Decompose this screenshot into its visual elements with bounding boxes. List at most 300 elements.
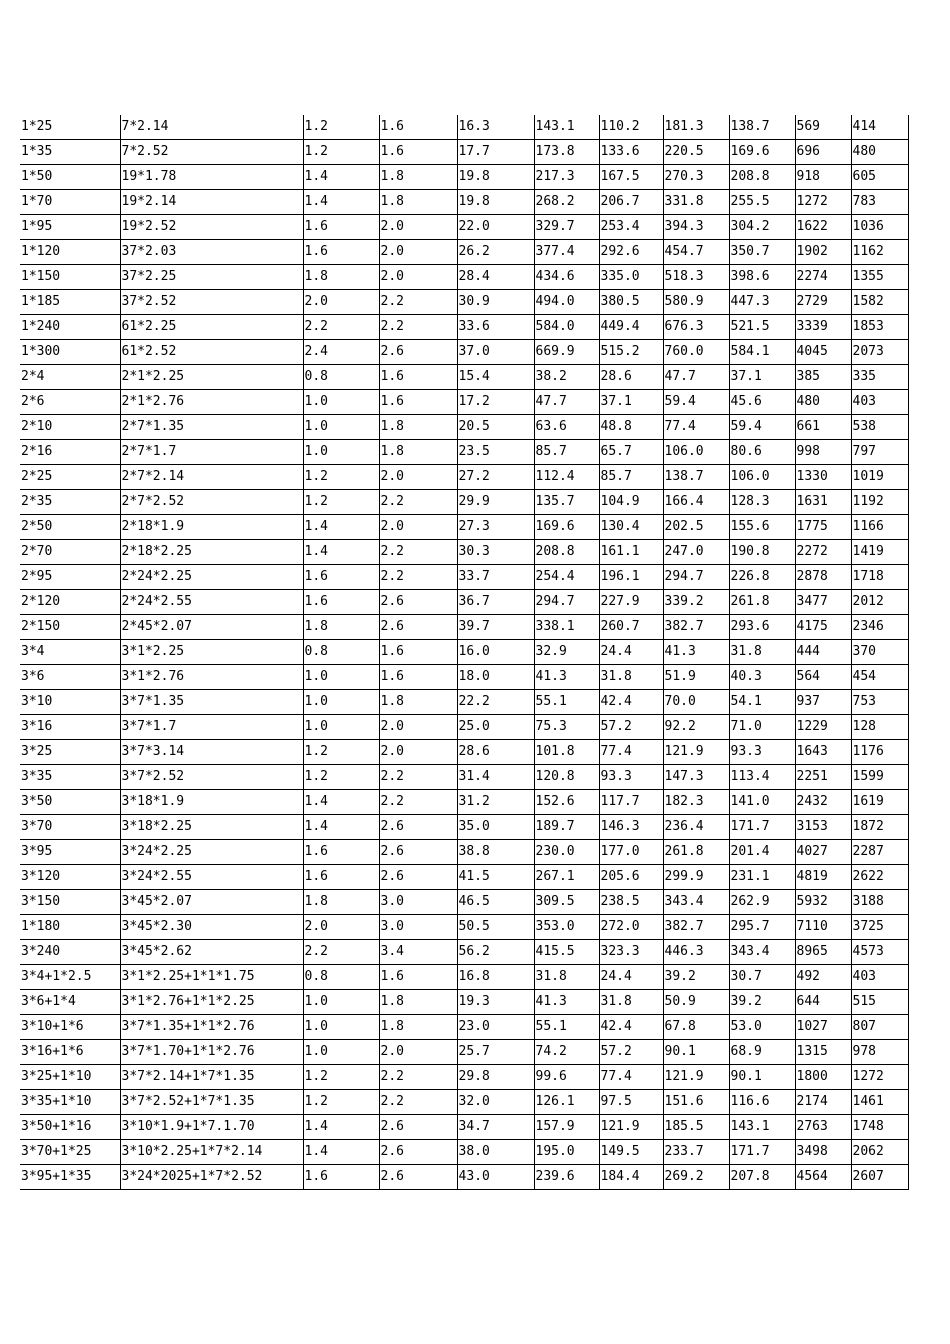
cell-insulation-thickness: 1.6 [303, 240, 379, 265]
cell-value-col-7: 48.8 [599, 415, 663, 440]
cell-sheath-thickness: 2.6 [379, 615, 457, 640]
cell-cable-spec: 2*6 [20, 390, 120, 415]
cell-value-col-9: 584.1 [729, 340, 795, 365]
cell-conductor-structure: 3*10*2.25+1*7*2.14 [120, 1140, 303, 1165]
cell-value-col-10: 3153 [795, 815, 851, 840]
cell-value-col-7: 292.6 [599, 240, 663, 265]
cell-value-col-8: 77.4 [663, 415, 729, 440]
cell-value-col-8: 59.4 [663, 390, 729, 415]
cell-value-col-6: 217.3 [534, 165, 599, 190]
cell-value-col-9: 138.7 [729, 115, 795, 140]
cell-value-col-6: 208.8 [534, 540, 599, 565]
cell-insulation-thickness: 1.0 [303, 415, 379, 440]
cell-conductor-structure: 3*1*2.76+1*1*2.25 [120, 990, 303, 1015]
cell-insulation-thickness: 1.6 [303, 590, 379, 615]
cell-conductor-structure: 3*45*2.07 [120, 890, 303, 915]
cell-insulation-thickness: 0.8 [303, 965, 379, 990]
cell-value-col-9: 293.6 [729, 615, 795, 640]
cell-value-col-11: 1166 [851, 515, 908, 540]
cell-sheath-thickness: 2.2 [379, 765, 457, 790]
cell-value-col-7: 380.5 [599, 290, 663, 315]
cell-sheath-thickness: 2.2 [379, 790, 457, 815]
cell-sheath-thickness: 2.6 [379, 1115, 457, 1140]
cell-outer-diameter: 31.2 [457, 790, 534, 815]
cell-outer-diameter: 16.3 [457, 115, 534, 140]
cell-value-col-7: 146.3 [599, 815, 663, 840]
cell-value-col-8: 41.3 [663, 640, 729, 665]
table-row [20, 790, 908, 815]
cell-value-col-6: 38.2 [534, 365, 599, 390]
cell-cable-spec: 3*50 [20, 790, 120, 815]
cell-value-col-8: 182.3 [663, 790, 729, 815]
cell-value-col-6: 85.7 [534, 440, 599, 465]
table-row [20, 190, 908, 215]
cell-insulation-thickness: 1.2 [303, 465, 379, 490]
cell-cable-spec: 3*35 [20, 765, 120, 790]
cell-sheath-thickness: 3.0 [379, 890, 457, 915]
cell-cable-spec: 1*35 [20, 140, 120, 165]
cell-value-col-8: 181.3 [663, 115, 729, 140]
cell-outer-diameter: 37.0 [457, 340, 534, 365]
cell-value-col-11: 2607 [851, 1165, 908, 1190]
cell-cable-spec: 1*120 [20, 240, 120, 265]
cell-outer-diameter: 17.2 [457, 390, 534, 415]
cell-value-col-10: 2174 [795, 1090, 851, 1115]
table-row [20, 740, 908, 765]
cell-value-col-8: 51.9 [663, 665, 729, 690]
cell-value-col-8: 90.1 [663, 1040, 729, 1065]
cell-sheath-thickness: 2.0 [379, 515, 457, 540]
cell-cable-spec: 3*6 [20, 665, 120, 690]
cell-conductor-structure: 61*2.25 [120, 315, 303, 340]
cell-conductor-structure: 19*2.14 [120, 190, 303, 215]
cell-cable-spec: 3*16 [20, 715, 120, 740]
cell-insulation-thickness: 1.0 [303, 990, 379, 1015]
cell-value-col-10: 2763 [795, 1115, 851, 1140]
table-row [20, 590, 908, 615]
cell-value-col-8: 185.5 [663, 1115, 729, 1140]
cell-value-col-11: 1853 [851, 315, 908, 340]
cell-value-col-7: 117.7 [599, 790, 663, 815]
cell-value-col-8: 220.5 [663, 140, 729, 165]
cell-value-col-10: 918 [795, 165, 851, 190]
cell-value-col-6: 230.0 [534, 840, 599, 865]
cell-value-col-10: 1643 [795, 740, 851, 765]
cell-value-col-9: 93.3 [729, 740, 795, 765]
cell-sheath-thickness: 1.8 [379, 415, 457, 440]
cell-conductor-structure: 2*18*1.9 [120, 515, 303, 540]
cell-value-col-11: 480 [851, 140, 908, 165]
cell-value-col-7: 515.2 [599, 340, 663, 365]
cell-sheath-thickness: 1.8 [379, 690, 457, 715]
cell-cable-spec: 3*50+1*16 [20, 1115, 120, 1140]
cell-cable-spec: 3*6+1*4 [20, 990, 120, 1015]
cell-value-col-7: 93.3 [599, 765, 663, 790]
cell-value-col-7: 227.9 [599, 590, 663, 615]
cell-cable-spec: 2*10 [20, 415, 120, 440]
table-row [20, 1040, 908, 1065]
cell-outer-diameter: 46.5 [457, 890, 534, 915]
cell-insulation-thickness: 1.4 [303, 540, 379, 565]
cell-value-col-9: 68.9 [729, 1040, 795, 1065]
cell-value-col-11: 1718 [851, 565, 908, 590]
cell-value-col-11: 1272 [851, 1065, 908, 1090]
cell-value-col-6: 41.3 [534, 990, 599, 1015]
cell-value-col-11: 1036 [851, 215, 908, 240]
cell-sheath-thickness: 2.2 [379, 565, 457, 590]
cell-value-col-9: 40.3 [729, 665, 795, 690]
cell-cable-spec: 1*70 [20, 190, 120, 215]
cell-sheath-thickness: 1.6 [379, 140, 457, 165]
cell-outer-diameter: 19.8 [457, 190, 534, 215]
cell-cable-spec: 1*240 [20, 315, 120, 340]
cell-value-col-11: 2073 [851, 340, 908, 365]
cell-value-col-10: 4564 [795, 1165, 851, 1190]
cell-value-col-11: 370 [851, 640, 908, 665]
cell-value-col-9: 30.7 [729, 965, 795, 990]
cell-outer-diameter: 16.0 [457, 640, 534, 665]
table-row [20, 690, 908, 715]
table-row [20, 465, 908, 490]
cell-cable-spec: 2*70 [20, 540, 120, 565]
table-body [20, 115, 908, 1190]
cell-value-col-10: 2878 [795, 565, 851, 590]
cell-outer-diameter: 56.2 [457, 940, 534, 965]
cell-value-col-9: 171.7 [729, 1140, 795, 1165]
cell-value-col-6: 434.6 [534, 265, 599, 290]
cell-value-col-6: 112.4 [534, 465, 599, 490]
cell-value-col-6: 494.0 [534, 290, 599, 315]
cell-sheath-thickness: 3.0 [379, 915, 457, 940]
cell-value-col-9: 141.0 [729, 790, 795, 815]
cell-cable-spec: 3*4 [20, 640, 120, 665]
cell-conductor-structure: 2*18*2.25 [120, 540, 303, 565]
cell-value-col-6: 55.1 [534, 1015, 599, 1040]
cell-value-col-6: 120.8 [534, 765, 599, 790]
cell-value-col-9: 207.8 [729, 1165, 795, 1190]
cell-value-col-8: 39.2 [663, 965, 729, 990]
cell-cable-spec: 2*25 [20, 465, 120, 490]
cell-value-col-7: 238.5 [599, 890, 663, 915]
cell-value-col-8: 151.6 [663, 1090, 729, 1115]
cell-conductor-structure: 3*7*1.70+1*1*2.76 [120, 1040, 303, 1065]
table-row [20, 140, 908, 165]
cell-sheath-thickness: 2.0 [379, 215, 457, 240]
cell-value-col-11: 2287 [851, 840, 908, 865]
cell-value-col-9: 71.0 [729, 715, 795, 740]
cell-value-col-8: 269.2 [663, 1165, 729, 1190]
cell-value-col-7: 57.2 [599, 715, 663, 740]
cell-value-col-6: 55.1 [534, 690, 599, 715]
cell-outer-diameter: 20.5 [457, 415, 534, 440]
cell-cable-spec: 2*150 [20, 615, 120, 640]
cell-conductor-structure: 3*7*1.7 [120, 715, 303, 740]
cell-sheath-thickness: 2.6 [379, 1165, 457, 1190]
cell-value-col-9: 155.6 [729, 515, 795, 540]
table-row [20, 815, 908, 840]
cell-insulation-thickness: 1.2 [303, 765, 379, 790]
cell-cable-spec: 3*4+1*2.5 [20, 965, 120, 990]
cell-outer-diameter: 27.2 [457, 465, 534, 490]
cell-insulation-thickness: 1.6 [303, 865, 379, 890]
cell-outer-diameter: 43.0 [457, 1165, 534, 1190]
cell-value-col-8: 147.3 [663, 765, 729, 790]
cell-value-col-8: 676.3 [663, 315, 729, 340]
cell-value-col-6: 157.9 [534, 1115, 599, 1140]
cell-value-col-11: 1582 [851, 290, 908, 315]
cell-value-col-7: 177.0 [599, 840, 663, 865]
cell-value-col-11: 4573 [851, 940, 908, 965]
table-row [20, 1065, 908, 1090]
cell-conductor-structure: 2*7*1.35 [120, 415, 303, 440]
cell-conductor-structure: 2*1*2.25 [120, 365, 303, 390]
table-row [20, 665, 908, 690]
cell-sheath-thickness: 2.0 [379, 715, 457, 740]
cell-value-col-8: 339.2 [663, 590, 729, 615]
cell-value-col-9: 169.6 [729, 140, 795, 165]
cell-value-col-7: 206.7 [599, 190, 663, 215]
cell-cable-spec: 3*120 [20, 865, 120, 890]
cell-cable-spec: 1*150 [20, 265, 120, 290]
table-row [20, 265, 908, 290]
table-row [20, 365, 908, 390]
table-row [20, 715, 908, 740]
cell-outer-diameter: 36.7 [457, 590, 534, 615]
cell-value-col-6: 41.3 [534, 665, 599, 690]
cell-value-col-9: 295.7 [729, 915, 795, 940]
cell-value-col-6: 239.6 [534, 1165, 599, 1190]
cell-insulation-thickness: 1.4 [303, 1115, 379, 1140]
cell-value-col-11: 797 [851, 440, 908, 465]
cell-value-col-8: 166.4 [663, 490, 729, 515]
cell-cable-spec: 1*95 [20, 215, 120, 240]
cell-conductor-structure: 3*45*2.62 [120, 940, 303, 965]
cell-conductor-structure: 3*18*2.25 [120, 815, 303, 840]
cell-outer-diameter: 39.7 [457, 615, 534, 640]
cell-cable-spec: 3*95+1*35 [20, 1165, 120, 1190]
cell-value-col-6: 75.3 [534, 715, 599, 740]
cell-value-col-10: 564 [795, 665, 851, 690]
cell-value-col-10: 1272 [795, 190, 851, 215]
cell-insulation-thickness: 1.0 [303, 715, 379, 740]
table-row [20, 840, 908, 865]
cell-insulation-thickness: 1.8 [303, 890, 379, 915]
cell-value-col-8: 580.9 [663, 290, 729, 315]
cell-conductor-structure: 3*18*1.9 [120, 790, 303, 815]
cell-value-col-7: 272.0 [599, 915, 663, 940]
cell-value-col-11: 403 [851, 965, 908, 990]
cell-value-col-10: 661 [795, 415, 851, 440]
cell-conductor-structure: 3*24*2.25 [120, 840, 303, 865]
cell-value-col-7: 42.4 [599, 690, 663, 715]
cell-value-col-9: 231.1 [729, 865, 795, 890]
cell-value-col-9: 171.7 [729, 815, 795, 840]
cell-value-col-11: 807 [851, 1015, 908, 1040]
table-row [20, 290, 908, 315]
cell-value-col-7: 184.4 [599, 1165, 663, 1190]
cell-insulation-thickness: 1.2 [303, 490, 379, 515]
table-row [20, 1165, 908, 1190]
table-row [20, 615, 908, 640]
cell-value-col-6: 415.5 [534, 940, 599, 965]
cell-value-col-7: 42.4 [599, 1015, 663, 1040]
cell-value-col-7: 65.7 [599, 440, 663, 465]
cell-value-col-7: 167.5 [599, 165, 663, 190]
cell-value-col-8: 121.9 [663, 740, 729, 765]
cell-value-col-7: 130.4 [599, 515, 663, 540]
cell-value-col-8: 294.7 [663, 565, 729, 590]
cell-outer-diameter: 22.0 [457, 215, 534, 240]
cell-insulation-thickness: 1.2 [303, 740, 379, 765]
cell-cable-spec: 3*35+1*10 [20, 1090, 120, 1115]
cell-value-col-11: 1019 [851, 465, 908, 490]
cell-conductor-structure: 2*7*1.7 [120, 440, 303, 465]
cell-conductor-structure: 2*45*2.07 [120, 615, 303, 640]
cell-value-col-9: 90.1 [729, 1065, 795, 1090]
table-row [20, 1140, 908, 1165]
cell-insulation-thickness: 1.8 [303, 615, 379, 640]
cell-insulation-thickness: 2.0 [303, 290, 379, 315]
cell-outer-diameter: 27.3 [457, 515, 534, 540]
cell-cable-spec: 3*95 [20, 840, 120, 865]
cell-value-col-10: 5932 [795, 890, 851, 915]
cell-value-col-9: 521.5 [729, 315, 795, 340]
cell-cable-spec: 2*50 [20, 515, 120, 540]
cell-outer-diameter: 25.0 [457, 715, 534, 740]
cell-insulation-thickness: 1.0 [303, 665, 379, 690]
cell-insulation-thickness: 1.0 [303, 690, 379, 715]
cell-value-col-7: 85.7 [599, 465, 663, 490]
cell-sheath-thickness: 1.6 [379, 640, 457, 665]
cell-conductor-structure: 37*2.52 [120, 290, 303, 315]
cell-insulation-thickness: 1.6 [303, 565, 379, 590]
cell-outer-diameter: 33.7 [457, 565, 534, 590]
table-row [20, 990, 908, 1015]
cell-value-col-11: 1162 [851, 240, 908, 265]
cell-cable-spec: 3*150 [20, 890, 120, 915]
cell-outer-diameter: 19.3 [457, 990, 534, 1015]
cell-insulation-thickness: 1.2 [303, 1065, 379, 1090]
cell-value-col-10: 3498 [795, 1140, 851, 1165]
cell-outer-diameter: 29.8 [457, 1065, 534, 1090]
table-row [20, 240, 908, 265]
cell-value-col-6: 47.7 [534, 390, 599, 415]
cell-sheath-thickness: 1.6 [379, 665, 457, 690]
cell-outer-diameter: 15.4 [457, 365, 534, 390]
cell-value-col-7: 37.1 [599, 390, 663, 415]
table-row [20, 1015, 908, 1040]
cell-conductor-structure: 2*24*2.25 [120, 565, 303, 590]
cell-sheath-thickness: 2.0 [379, 1040, 457, 1065]
cell-conductor-structure: 3*7*1.35 [120, 690, 303, 715]
cell-value-col-6: 377.4 [534, 240, 599, 265]
table-row [20, 115, 908, 140]
cell-value-col-7: 24.4 [599, 965, 663, 990]
cell-insulation-thickness: 1.4 [303, 815, 379, 840]
cell-outer-diameter: 23.5 [457, 440, 534, 465]
cell-value-col-9: 304.2 [729, 215, 795, 240]
cell-sheath-thickness: 2.6 [379, 590, 457, 615]
cell-value-col-11: 1872 [851, 815, 908, 840]
cell-value-col-8: 394.3 [663, 215, 729, 240]
cell-cable-spec: 1*185 [20, 290, 120, 315]
cell-value-col-8: 382.7 [663, 915, 729, 940]
cell-value-col-9: 106.0 [729, 465, 795, 490]
cell-conductor-structure: 3*7*1.35+1*1*2.76 [120, 1015, 303, 1040]
cell-value-col-7: 253.4 [599, 215, 663, 240]
cell-cable-spec: 2*4 [20, 365, 120, 390]
cell-value-col-7: 104.9 [599, 490, 663, 515]
cell-sheath-thickness: 2.0 [379, 465, 457, 490]
cell-cable-spec: 3*10 [20, 690, 120, 715]
cell-value-col-11: 454 [851, 665, 908, 690]
table-row [20, 340, 908, 365]
cell-conductor-structure: 3*1*2.25 [120, 640, 303, 665]
cell-conductor-structure: 2*1*2.76 [120, 390, 303, 415]
cell-value-col-11: 1748 [851, 1115, 908, 1140]
cell-value-col-8: 106.0 [663, 440, 729, 465]
cell-outer-diameter: 35.0 [457, 815, 534, 840]
cell-value-col-9: 59.4 [729, 415, 795, 440]
cell-value-col-11: 128 [851, 715, 908, 740]
cell-sheath-thickness: 1.6 [379, 965, 457, 990]
cell-value-col-7: 121.9 [599, 1115, 663, 1140]
cell-value-col-8: 236.4 [663, 815, 729, 840]
cell-conductor-structure: 37*2.03 [120, 240, 303, 265]
cell-insulation-thickness: 1.4 [303, 165, 379, 190]
cell-sheath-thickness: 2.6 [379, 865, 457, 890]
cell-sheath-thickness: 1.6 [379, 390, 457, 415]
cell-value-col-8: 331.8 [663, 190, 729, 215]
cell-value-col-11: 2622 [851, 865, 908, 890]
cell-value-col-8: 121.9 [663, 1065, 729, 1090]
cell-value-col-7: 323.3 [599, 940, 663, 965]
cell-value-col-7: 449.4 [599, 315, 663, 340]
cell-value-col-11: 3725 [851, 915, 908, 940]
cell-value-col-6: 254.4 [534, 565, 599, 590]
cell-cable-spec: 3*10+1*6 [20, 1015, 120, 1040]
table-row [20, 890, 908, 915]
cell-cable-spec: 3*25 [20, 740, 120, 765]
cell-value-col-6: 143.1 [534, 115, 599, 140]
cell-value-col-9: 45.6 [729, 390, 795, 415]
cell-value-col-7: 97.5 [599, 1090, 663, 1115]
cell-cable-spec: 2*35 [20, 490, 120, 515]
cell-cable-spec: 2*95 [20, 565, 120, 590]
cell-insulation-thickness: 1.2 [303, 1090, 379, 1115]
cell-value-col-6: 99.6 [534, 1065, 599, 1090]
cell-sheath-thickness: 2.2 [379, 490, 457, 515]
cell-conductor-structure: 3*7*3.14 [120, 740, 303, 765]
cell-outer-diameter: 30.3 [457, 540, 534, 565]
cell-outer-diameter: 31.4 [457, 765, 534, 790]
cell-sheath-thickness: 1.8 [379, 440, 457, 465]
cell-value-col-9: 201.4 [729, 840, 795, 865]
cell-value-col-8: 446.3 [663, 940, 729, 965]
cell-cable-spec: 3*70 [20, 815, 120, 840]
cell-value-col-6: 353.0 [534, 915, 599, 940]
table-row [20, 640, 908, 665]
cell-value-col-10: 3339 [795, 315, 851, 340]
cell-cable-spec: 3*70+1*25 [20, 1140, 120, 1165]
cell-value-col-7: 260.7 [599, 615, 663, 640]
cell-insulation-thickness: 1.2 [303, 115, 379, 140]
cell-value-col-10: 1622 [795, 215, 851, 240]
cell-value-col-7: 31.8 [599, 665, 663, 690]
cell-value-col-8: 202.5 [663, 515, 729, 540]
cell-value-col-8: 70.0 [663, 690, 729, 715]
cell-value-col-7: 31.8 [599, 990, 663, 1015]
